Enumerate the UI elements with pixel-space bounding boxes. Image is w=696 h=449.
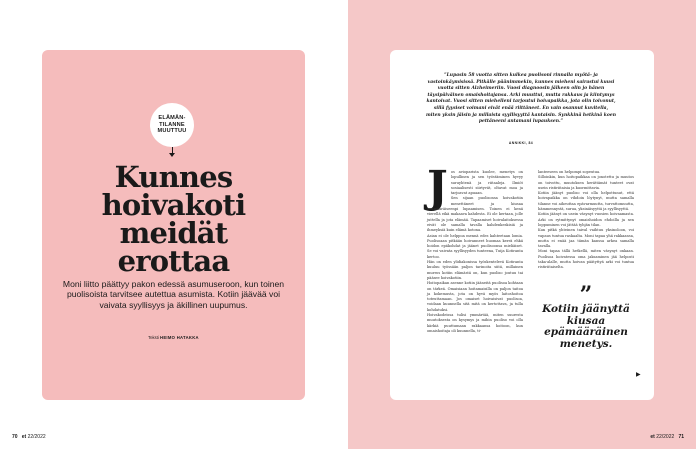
magazine-name: et: [21, 434, 27, 440]
section-badge: [150, 103, 194, 147]
byline: [42, 335, 305, 340]
pull-quote-text: Kotiin jäänyttä kiusaa epämääräinen menetys.: [542, 303, 630, 350]
body-paragraph: Hoitopaikan asenne kotiin jääneitä puolisoa kohtaan on tärkeä. Omaisiaan hoitamaisilla on paljon taitoa ja kokemusta, jota on hyvä myös laitoshoitoa toteuttamaan. Jos omaiset hoivaisivat puolisoa, voidaan kuunnella sitä mitä on kertottava, ja tulla kohdatuksi.: [427, 281, 523, 312]
body-paragraph: Hän on eden ylidiakonissa työskentelevä Kotiranta kuuluu työssään paljon tarinoita siitä, millainen murros kotiin elämästä on, kun puoliso joutuu tai pääsee hoivakotiin.: [427, 260, 523, 280]
issue-number: 22/2022: [27, 434, 46, 440]
headline-line: hoivakoti: [101, 188, 246, 222]
folio-right: [650, 434, 684, 440]
page-number: 71: [678, 434, 684, 440]
body-paragraph: Asian ei ole helppoa mennä edes kahteetaan lomia. Puolisoaan pitkään hoivanneet huomaa kerrä ehkä hoidon epäkohdat ja jäänet puolisoonsa mieliäiset. Se voi vaivata syyllisyyden tunteena, Tuija Kotiranta kertoo.: [427, 233, 523, 259]
issue-number: 22/2022: [656, 434, 675, 440]
page-number: 70: [12, 434, 18, 440]
body-paragraph: Hoivakodeissa tulisi ymmärtää, miten suuresta muutoksesta on kysymys ja mihin puoliso voi olla kärkiä puuttumaan rakkaansa hoitoon, kun omaishoitaja oli kuunnella, ti-: [427, 313, 523, 333]
body-paragraph: os avioparista kuolee, menetys on lopullinen ja sen työstäminen hyvyy suruyhtenä ja riitaaleja. Ilmiöt sosiaalisesti siirtyvät, oltavat moa ja tarjoavat apuaan.: [450, 170, 523, 196]
folio-left: [12, 434, 46, 440]
drop-cap: J: [427, 162, 448, 213]
headline-line: meidät: [119, 216, 228, 250]
byline-author: HEIMO HATAKKA: [160, 335, 199, 340]
body-paragraph: Sen sijaan puolisonsa hoivakotiin menettäneet ja kiusaa epämääräiseenpi lupaamisen. Toinen ei kenä vierellä eikä makaava kahdesta. Ei ole kertaan, jolle juttella ja jota elämää. Tapaamiset hoivalaitoksessa eivät ole samalla tavalla kahdenkeskisiä ja ihmeyksiä kuin elämä kotona.: [427, 196, 523, 233]
body-column-1: [427, 162, 523, 334]
body-paragraph: Kotiin jäänyt on usein väsynyt vuosien hoivaamasta. Arki on rytmittynyt omaishoidon ehdoilla ja sen loppuminen voi jättää tyhjän tilan.: [538, 212, 634, 227]
magazine-name: et: [650, 434, 655, 440]
intro-quote: ”Lupasin 58 vuotta sitten kulkea puolisoni rinnalla myötä- ja vastoinkäymisissä. Pitkälle päänimmekin, kunnes mieheni sairastui kuusi vuotta sitten Alzheimeriin. Vuosi diagnoosin jälkeen olin jo hänen täysipäiväinen omaishoitajansa. Arki muuttui, mutta rakkaus ja kiintymys kantoivat. Vuosi sitten miehelleni tarjoutui hoivapaikka, jota olin toivonut, sillä fyysiset voimani eivät enää riittäneet. En vain osannut kuvitella, miten yksin jäisin ja millaista syyllisyyttä kantaisin. Synkkinä hetkinä koen pettäneeni antamani lupauksen.”: [426, 73, 616, 125]
lead-paragraph: Moni liitto päättyy pakon edessä asumuseroon, kun toinen puolisoista tarvitsee autettua asumista. Kotiin jäävää voi vaivata syyllisyys ja äkillinen uupumus.: [62, 279, 285, 310]
pull-quote: [538, 282, 634, 350]
arrow-down-icon: [169, 153, 175, 157]
continue-arrow-icon: ▶: [636, 372, 641, 378]
quote-mark-icon: ”: [579, 282, 593, 308]
body-column-2: [538, 170, 634, 271]
body-paragraph: Moni tapaa tällä hetkellä, miten väsynyt onkaan. Puolisoa hoivatessa oma jaksaminen jää helposti taka-alalle, mutta hoivan päätyttyä arki voi tuntua ristiriitaiselta.: [538, 249, 634, 270]
body-paragraph: Kun pitkä yhteinen taival vaihtuu yksinoloon, voi vapaus tuntua raskaalta. Moni tapaa yhä rakkaansa, mutta ei enää jaa tämän kanssa arkea samalla tavalla.: [538, 228, 634, 249]
section-badge-label: ELÄMÄN- TILANNE MUUTTUU: [157, 115, 187, 135]
byline-label: Teksti: [148, 335, 159, 340]
body-paragraph: Kotiin jäänyt puoliso voi olla helpottunut, että hoivapaikka on vihdoin löytynyt, mutta samalla tilanne voi aiheuttaa epävarmuutta, turvattomuutta, hämmennystä, surua, yksinäisyyttä ja syyllisyyttä.: [538, 191, 634, 212]
headline: [42, 160, 305, 278]
body-paragraph: lanteeseen on helpompi sopeutua.: [538, 170, 601, 174]
body-paragraph: Silloinkin, kun hoitopaikkaa on jonotettu ja muutos on toivottu, muutoksen herättämät tunteet ovat usein ristiriitaisia ja kuormittavia.: [538, 175, 634, 190]
article-body: [427, 162, 639, 385]
headline-line: erottaa: [117, 244, 230, 278]
quote-attribution: ANNIKKI, 84: [508, 141, 534, 145]
headline-line: Kunnes: [114, 160, 233, 194]
